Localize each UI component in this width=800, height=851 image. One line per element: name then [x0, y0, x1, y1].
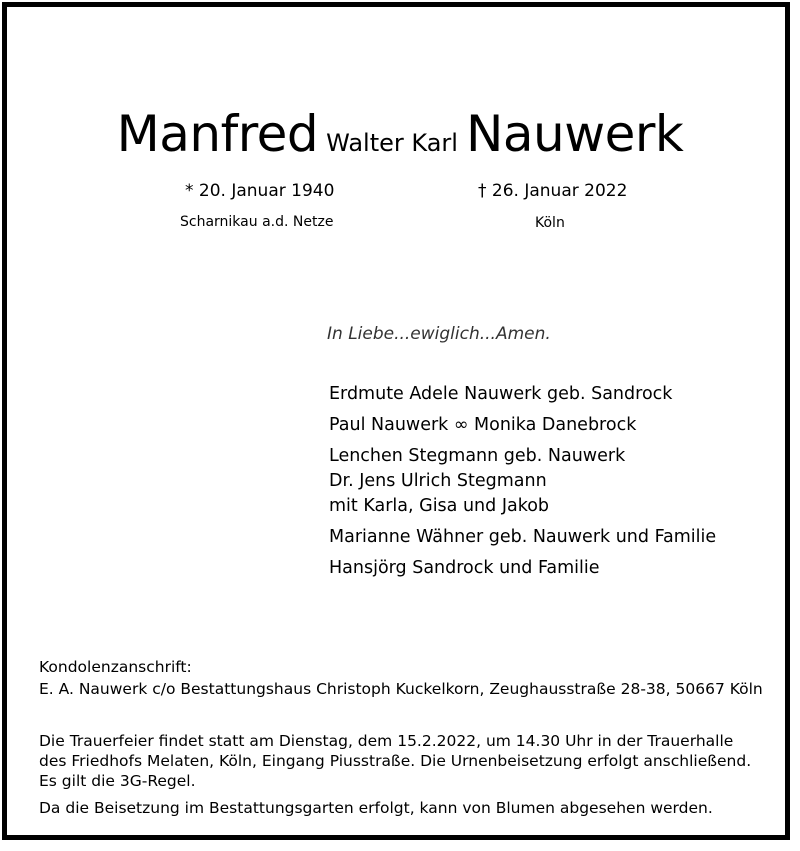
condolence-address: E. A. Nauwerk c/o Bestattungshaus Christoph Kuckelkorn, Zeughausstraße 28-38, 50667 Köln	[39, 680, 763, 698]
mourner-line: Erdmute Adele Nauwerk geb. Sandrock	[329, 384, 673, 404]
mourner-line: Marianne Wähner geb. Nauwerk und Familie	[329, 527, 717, 547]
mourner-group	[329, 444, 716, 519]
mourner-line: Hansjörg Sandrock und Familie	[329, 558, 600, 578]
condolence-section	[39, 656, 763, 700]
condolence-label: Kondolenzanschrift:	[39, 658, 192, 676]
deceased-name	[0, 105, 800, 163]
birth-date: * 20. Januar 1940	[185, 181, 335, 201]
motto: In Liebe...ewiglich...Amen.	[327, 324, 551, 344]
mourner-line: mit Karla, Gisa und Jakob	[329, 496, 550, 516]
mourner-group	[329, 556, 716, 581]
funeral-notice	[39, 731, 774, 818]
notice-spacer	[39, 791, 774, 798]
mourner-line: Dr. Jens Ulrich Stegmann	[329, 471, 547, 491]
flowers-note: Da die Beisetzung im Bestattungsgarten erfolgt, kann von Blumen abgesehen werden.	[39, 799, 713, 817]
mourner-line: Lenchen Stegmann geb. Nauwerk	[329, 446, 626, 466]
mourner-group	[329, 413, 716, 438]
notice-line: Es gilt die 3G-Regel.	[39, 772, 196, 790]
notice-line: Die Trauerfeier findet statt am Dienstag, dem 15.2.2022, um 14.30 Uhr in der Trauerhalle	[39, 732, 734, 750]
death-place: Köln	[535, 215, 565, 231]
mourner-group	[329, 525, 716, 550]
mourner-group	[329, 382, 716, 407]
death-date: † 26. Januar 2022	[478, 181, 628, 201]
mourners-list	[329, 382, 716, 587]
last-name: Nauwerk	[465, 105, 684, 163]
first-name: Manfred	[116, 105, 319, 163]
notice-line: des Friedhofs Melaten, Köln, Eingang Piusstraße. Die Urnenbeisetzung erfolgt anschließend.	[39, 752, 752, 770]
mourner-line: Paul Nauwerk ∞ Monika Danebrock	[329, 415, 637, 435]
middle-names: Walter Karl	[326, 129, 458, 157]
birth-place: Scharnikau a.d. Netze	[180, 214, 334, 230]
